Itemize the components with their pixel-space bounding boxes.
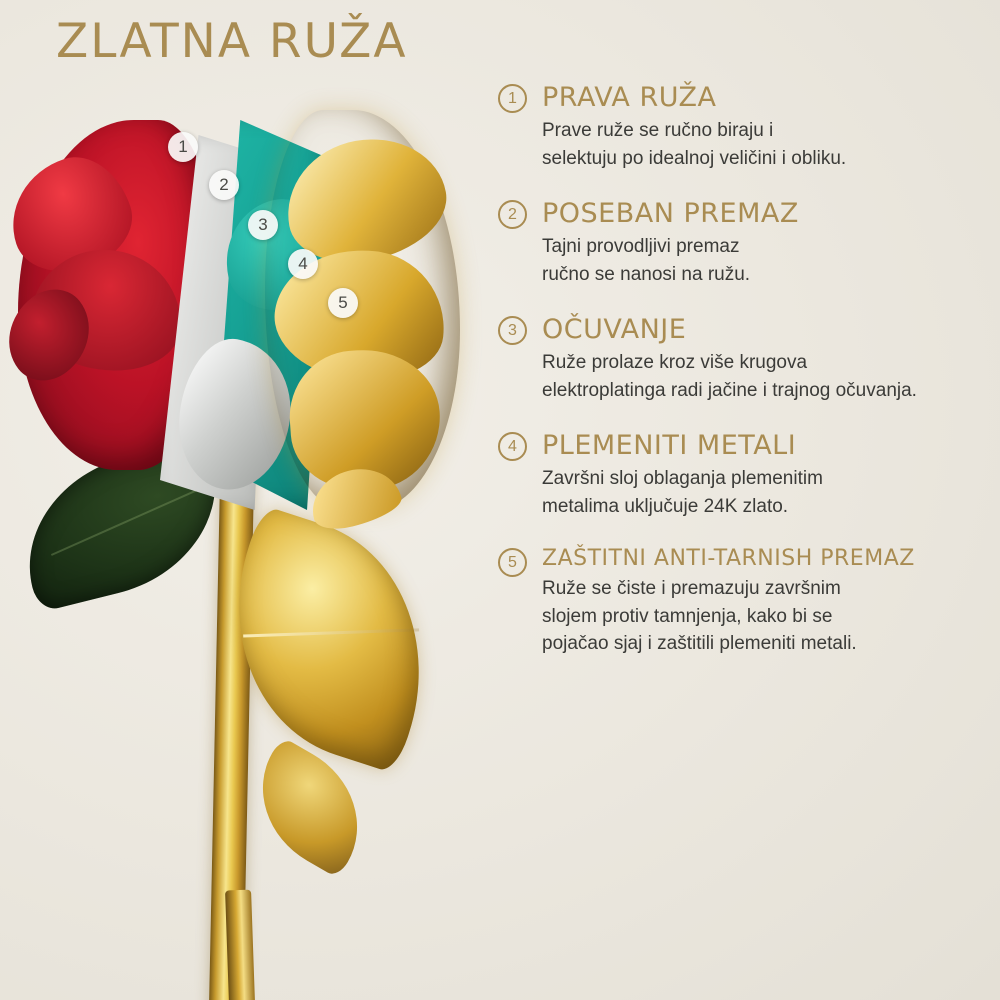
page-title: ZLATNA RUŽA: [56, 14, 408, 69]
step-number-3: 3: [498, 316, 527, 345]
step-body-line: slojem protiv tamnjenja, kako bi se: [542, 605, 833, 627]
rose-marker-3: 3: [248, 210, 278, 240]
rose-illustration: [0, 60, 480, 1000]
step-item-5: [498, 546, 990, 658]
step-title-1: PRAVA RUŽA: [542, 82, 717, 113]
step-number-1: 1: [498, 84, 527, 113]
rose-marker-4: 4: [288, 249, 318, 279]
rose-stem-lower: [225, 890, 257, 1000]
rose-head: [10, 80, 450, 500]
step-body-line: elektroplatinga radi jačine i trajnog očuvanja.: [542, 379, 917, 401]
step-item-4: [498, 430, 990, 520]
step-body-line: pojačao sjaj i zaštitili plemeniti metali.: [542, 633, 857, 655]
step-body-4: [542, 465, 990, 520]
step-title-3: OČUVANJE: [542, 314, 687, 346]
rose-marker-1: 1: [168, 132, 198, 162]
step-body-line: selektuju po idealnoj veličini i obliku.: [542, 147, 847, 169]
step-title-5: ZAŠTITNI ANTI-TARNISH PREMAZ: [542, 546, 915, 572]
step-number-4: 4: [498, 432, 527, 461]
step-item-3: [498, 314, 990, 404]
step-item-2: [498, 198, 990, 288]
step-body-3: [542, 349, 990, 404]
step-number-5: 5: [498, 548, 527, 577]
step-body-line: metalima uključuje 24K zlato.: [542, 495, 789, 517]
step-body-1: [542, 117, 990, 172]
step-number-2: 2: [498, 200, 527, 229]
step-body-line: Ruže se čiste i premazuju završnim: [542, 578, 841, 600]
rose-marker-5: 5: [328, 288, 358, 318]
step-body-line: Prave ruže se ručno biraju i: [542, 120, 774, 141]
step-body-line: Tajni provodljivi premaz: [542, 236, 740, 258]
step-body-line: ručno se nanosi na ružu.: [542, 263, 751, 285]
step-title-4: PLEMENITI METALI: [542, 430, 797, 462]
step-body-line: Ruže prolaze kroz više krugova: [542, 352, 808, 374]
step-body-5: [542, 575, 990, 658]
step-body-line: Završni sloj oblaganja plemenitim: [542, 468, 823, 490]
step-body-2: [542, 233, 990, 288]
rose-marker-2: 2: [209, 170, 239, 200]
step-item-1: [498, 82, 990, 172]
step-title-2: POSEBAN PREMAZ: [542, 198, 799, 230]
steps-list: [498, 82, 990, 684]
